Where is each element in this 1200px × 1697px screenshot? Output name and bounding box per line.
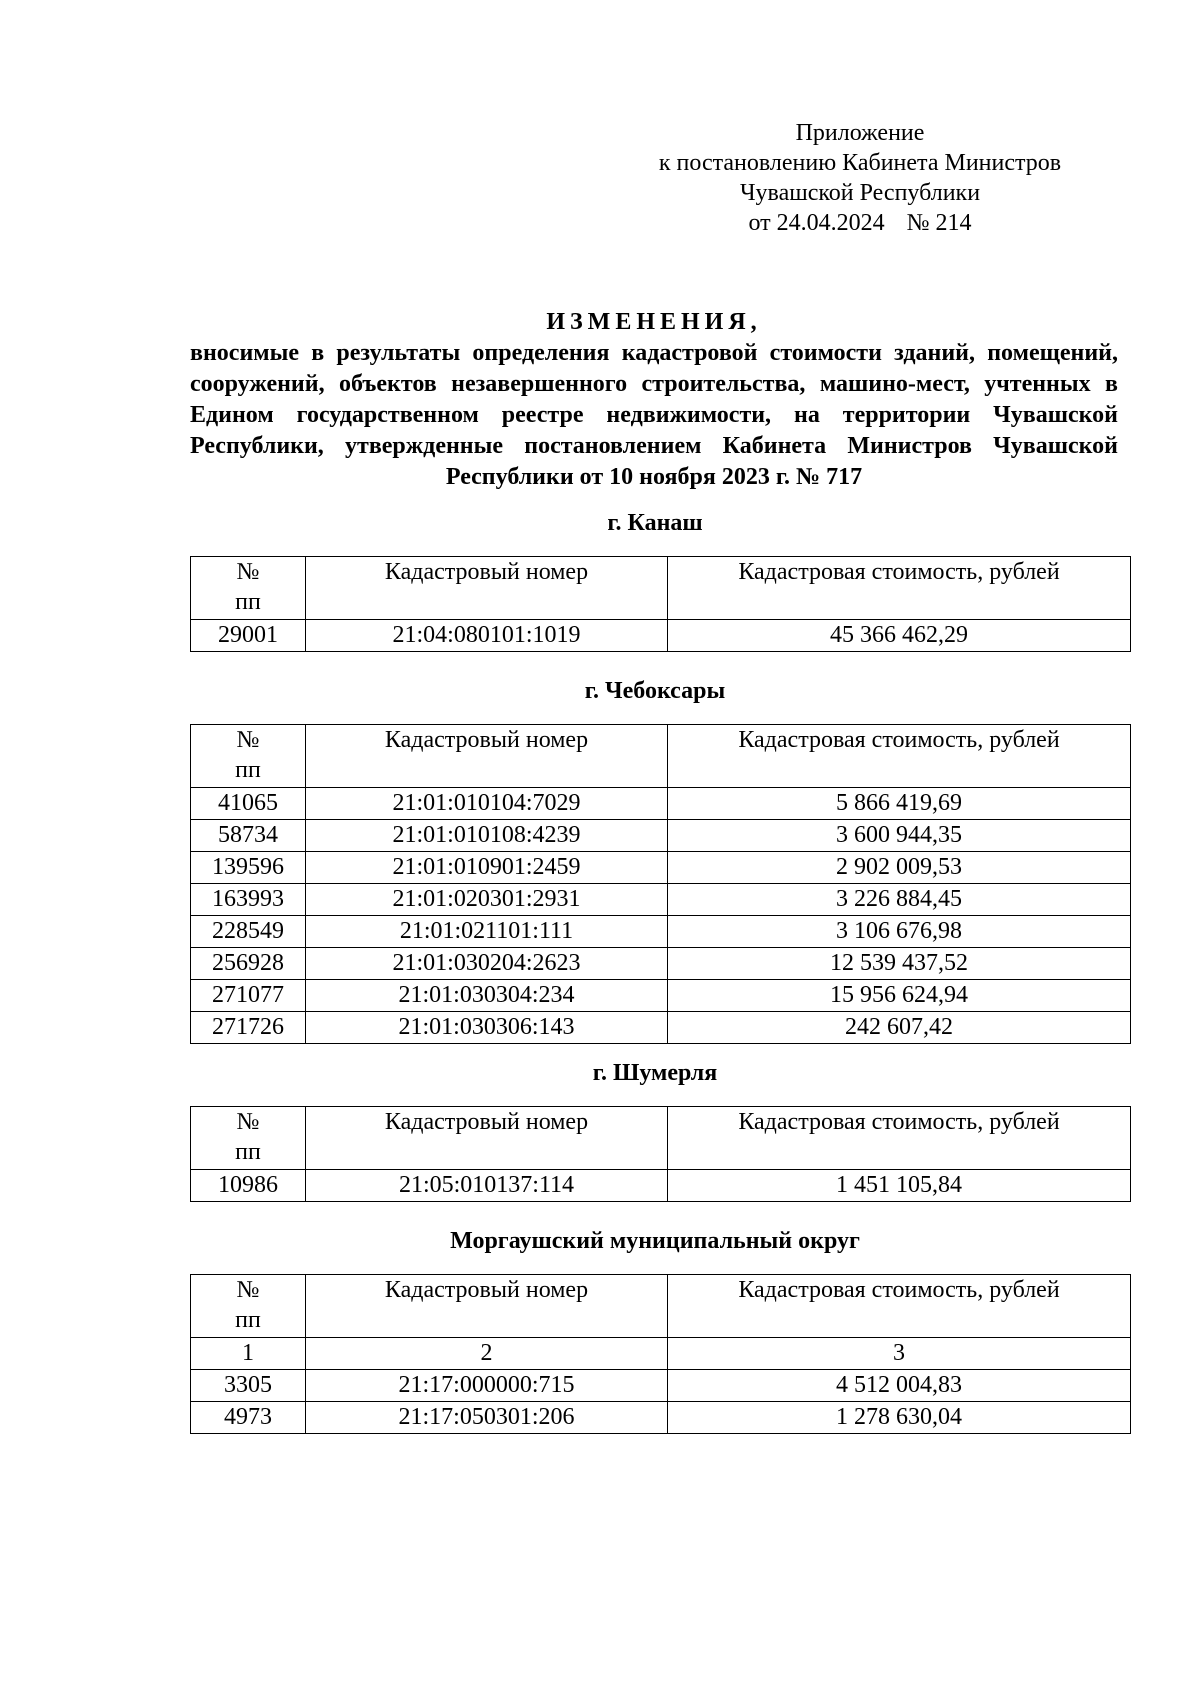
header-col-cadastral-number: Кадастровый номер bbox=[306, 557, 668, 620]
cell-cadastral-value: 3 600 944,35 bbox=[668, 820, 1131, 852]
table-row bbox=[191, 1012, 1131, 1044]
cadastral-table-kanash bbox=[190, 556, 1131, 652]
cell-cadastral-number: 21:01:010901:2459 bbox=[306, 852, 668, 884]
header-col-cadastral-value: Кадастровая стоимость, рублей bbox=[668, 1275, 1131, 1338]
header-col-number: № пп bbox=[191, 1275, 306, 1338]
table-row bbox=[191, 620, 1131, 652]
cell-cadastral-value: 12 539 437,52 bbox=[668, 948, 1131, 980]
annex-date: от 24.04.2024 bbox=[748, 210, 885, 236]
cell-number: 58734 bbox=[191, 820, 306, 852]
table-row bbox=[191, 1402, 1131, 1434]
document-subtitle: вносимые в результаты определения кадастровой стоимости зданий, помещений, сооружений, объектов незавершенного строительства, машино-мест, учтенных в Едином государственном реестре недвижимости, на территории Чувашской Республики, утвержденные постановлением Кабинета Министров Чувашской Республики от 10 ноября 2023 г. № 717 bbox=[190, 340, 1118, 490]
annex-line-1: Приложение bbox=[795, 120, 925, 146]
section-title-morgaushsky: Моргаушский муниципальный округ bbox=[450, 1228, 860, 1254]
table-row bbox=[191, 1370, 1131, 1402]
cell-cadastral-value: 15 956 624,94 bbox=[668, 980, 1131, 1012]
header-col-cadastral-value: Кадастровая стоимость, рублей bbox=[668, 557, 1131, 620]
header-col-cadastral-value: Кадастровая стоимость, рублей bbox=[668, 725, 1131, 788]
cell-number: 271726 bbox=[191, 1012, 306, 1044]
section-title-cheboksary: г. Чебоксары bbox=[584, 678, 726, 704]
cell-number: 29001 bbox=[191, 620, 306, 652]
cell-cadastral-number: 21:01:030304:234 bbox=[306, 980, 668, 1012]
table-row bbox=[191, 916, 1131, 948]
section-title-shumerlya: г. Шумерля bbox=[592, 1060, 718, 1086]
annex-header bbox=[620, 118, 1100, 238]
document-title: ИЗМЕНЕНИЯ, bbox=[546, 309, 762, 335]
cell-number: 139596 bbox=[191, 852, 306, 884]
cell-cadastral-value: 1 451 105,84 bbox=[668, 1170, 1131, 1202]
annex-line-2: к постановлению Кабинета Министров bbox=[658, 150, 1062, 176]
header-col-number: № пп bbox=[191, 1107, 306, 1170]
annex-date-line bbox=[620, 208, 1100, 238]
table-header-row bbox=[191, 725, 1131, 788]
header-col-cadastral-value: Кадастровая стоимость, рублей bbox=[668, 1107, 1131, 1170]
cell-number: 4973 bbox=[191, 1402, 306, 1434]
header-col-number: № пп bbox=[191, 557, 306, 620]
cadastral-table-cheboksary bbox=[190, 724, 1131, 1044]
header-col-cadastral-number: Кадастровый номер bbox=[306, 1107, 668, 1170]
cell-cadastral-number: 21:17:000000:715 bbox=[306, 1370, 668, 1402]
cell-cadastral-number: 21:04:080101:1019 bbox=[306, 620, 668, 652]
cell-cadastral-number: 21:05:010137:114 bbox=[306, 1170, 668, 1202]
table-row bbox=[191, 788, 1131, 820]
cell-cadastral-value: 45 366 462,29 bbox=[668, 620, 1131, 652]
cell-cadastral-number: 21:01:010104:7029 bbox=[306, 788, 668, 820]
table-row bbox=[191, 852, 1131, 884]
header-col-cadastral-number: Кадастровый номер bbox=[306, 725, 668, 788]
annex-number: № 214 bbox=[906, 210, 972, 236]
table-row bbox=[191, 820, 1131, 852]
section-title-kanash: г. Канаш bbox=[607, 510, 703, 536]
cell-cadastral-value: 4 512 004,83 bbox=[668, 1370, 1131, 1402]
cell-number: 10986 bbox=[191, 1170, 306, 1202]
cadastral-table-shumerlya bbox=[190, 1106, 1131, 1202]
cell-cadastral-number: 21:01:030204:2623 bbox=[306, 948, 668, 980]
table-row bbox=[191, 884, 1131, 916]
table-row bbox=[191, 980, 1131, 1012]
cadastral-table-morgaushsky bbox=[190, 1274, 1131, 1434]
cell-cadastral-number: 21:01:020301:2931 bbox=[306, 884, 668, 916]
table-header-row bbox=[191, 1107, 1131, 1170]
cell-cadastral-number: 21:01:010108:4239 bbox=[306, 820, 668, 852]
cell-cadastral-value: 2 902 009,53 bbox=[668, 852, 1131, 884]
cell-number: 3305 bbox=[191, 1370, 306, 1402]
cell-number: 256928 bbox=[191, 948, 306, 980]
cell-number: 41065 bbox=[191, 788, 306, 820]
cell-cadastral-value: 3 106 676,98 bbox=[668, 916, 1131, 948]
cell-number: 271077 bbox=[191, 980, 306, 1012]
annex-line-3: Чувашской Республики bbox=[739, 180, 981, 206]
cell-cadastral-number: 21:01:030306:143 bbox=[306, 1012, 668, 1044]
cell-number: 228549 bbox=[191, 916, 306, 948]
header-col-number: № пп bbox=[191, 725, 306, 788]
cell-cadastral-number: 21:17:050301:206 bbox=[306, 1402, 668, 1434]
cell-column-index: 2 bbox=[306, 1338, 668, 1370]
cell-cadastral-value: 242 607,42 bbox=[668, 1012, 1131, 1044]
table-header-row bbox=[191, 1275, 1131, 1338]
table-column-numbers-row bbox=[191, 1338, 1131, 1370]
cell-cadastral-value: 1 278 630,04 bbox=[668, 1402, 1131, 1434]
cell-cadastral-value: 5 866 419,69 bbox=[668, 788, 1131, 820]
table-header-row bbox=[191, 557, 1131, 620]
table-row bbox=[191, 1170, 1131, 1202]
header-col-cadastral-number: Кадастровый номер bbox=[306, 1275, 668, 1338]
cell-column-index: 1 bbox=[191, 1338, 306, 1370]
table-row bbox=[191, 948, 1131, 980]
cell-column-index: 3 bbox=[668, 1338, 1131, 1370]
cell-number: 163993 bbox=[191, 884, 306, 916]
cell-cadastral-value: 3 226 884,45 bbox=[668, 884, 1131, 916]
document-title-block bbox=[190, 306, 1118, 493]
cell-cadastral-number: 21:01:021101:111 bbox=[306, 916, 668, 948]
